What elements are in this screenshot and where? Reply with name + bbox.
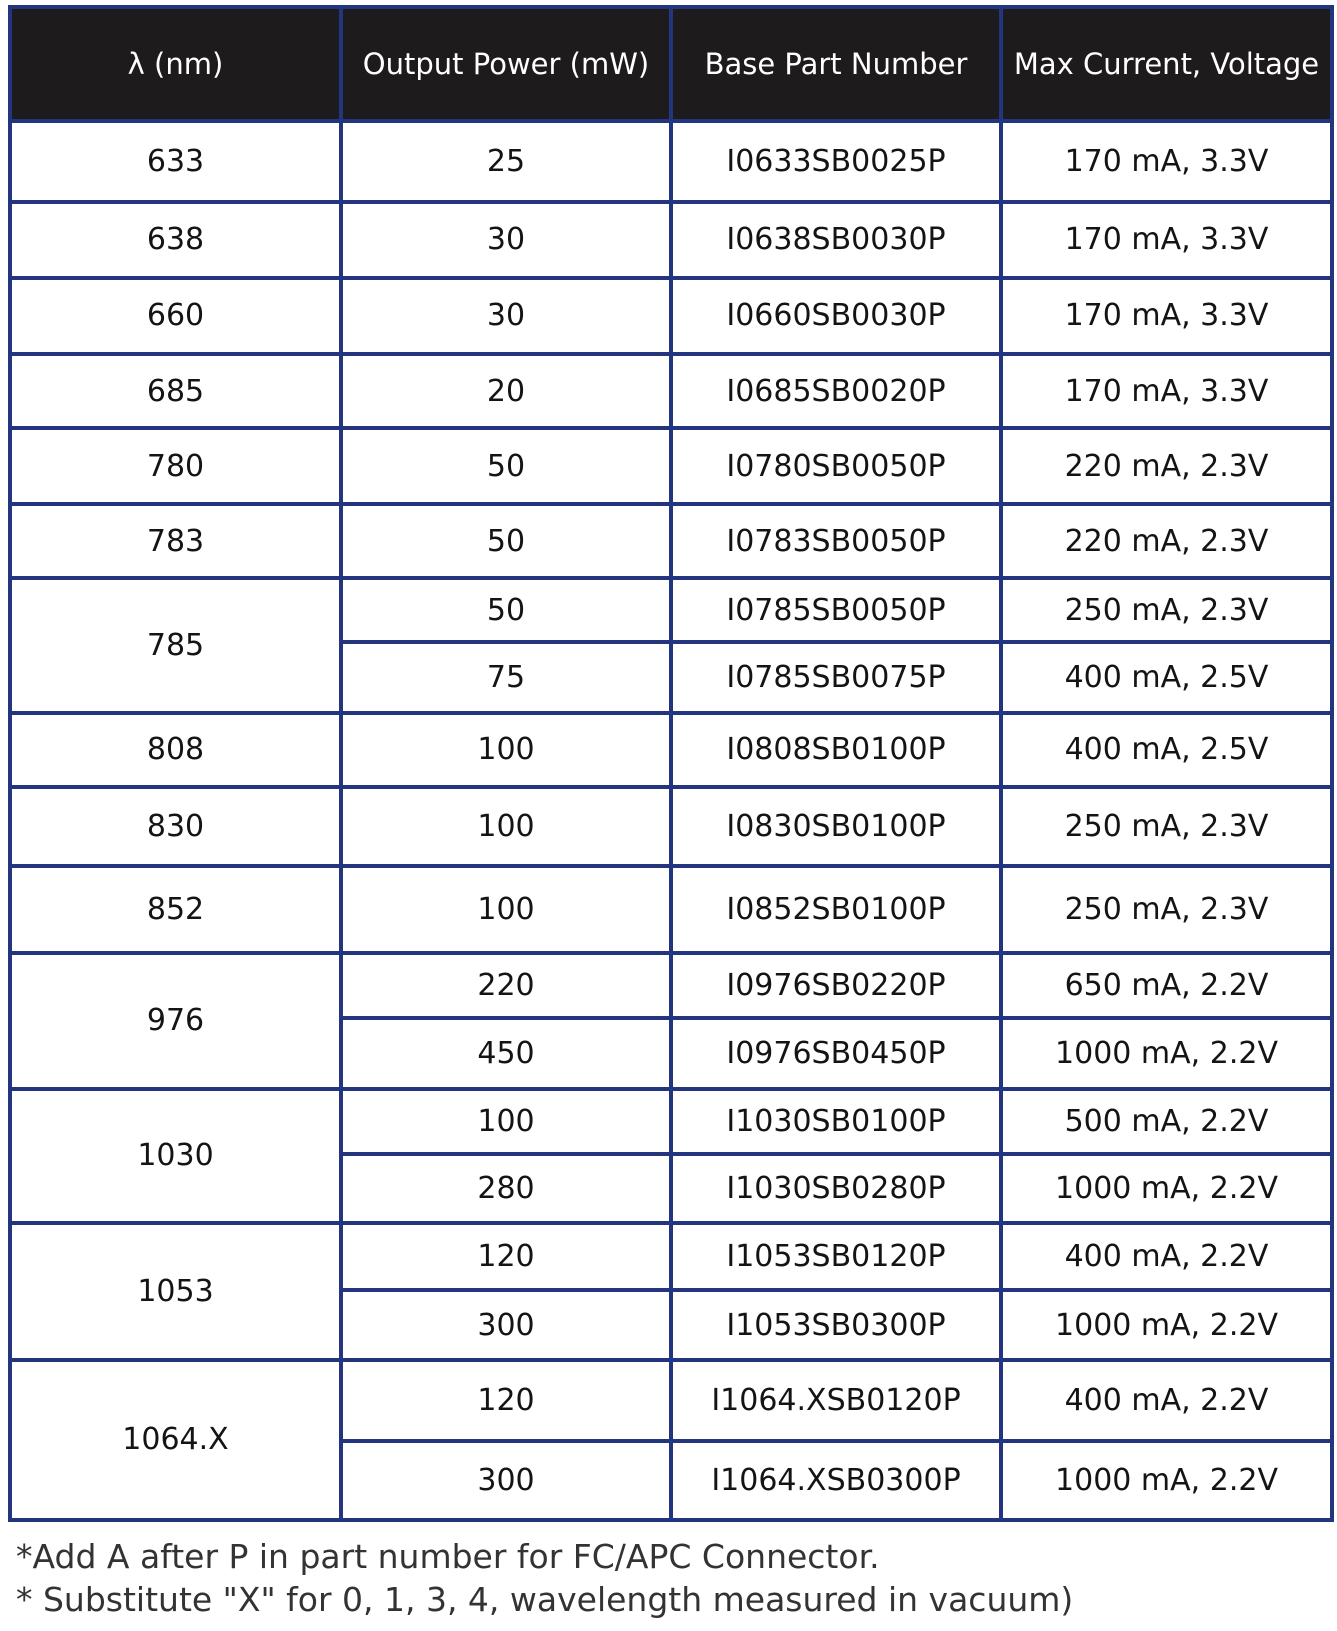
table-row [10,1089,1332,1154]
cell-part-number: I1030SB0280P [671,1154,1001,1223]
table-row [10,202,1332,278]
cell-part-number: I1064.XSB0120P [671,1360,1001,1441]
table-row [10,866,1332,953]
cell-max-current-voltage: 170 mA, 3.3V [1001,121,1332,202]
header-base-part-number: Base Part Number [671,7,1001,121]
header-output-power: Output Power (mW) [341,7,671,121]
cell-part-number: I0785SB0075P [671,642,1001,713]
cell-output-power: 280 [341,1154,671,1223]
laser-spec-table [8,5,1334,1522]
cell-output-power: 30 [341,278,671,354]
cell-output-power: 25 [341,121,671,202]
cell-part-number: I0685SB0020P [671,354,1001,429]
cell-wavelength: 1053 [10,1223,341,1360]
cell-output-power: 20 [341,354,671,429]
table-row [10,278,1332,354]
cell-wavelength: 1064.X [10,1360,341,1520]
cell-max-current-voltage: 500 mA, 2.2V [1001,1089,1332,1154]
cell-part-number: I0638SB0030P [671,202,1001,278]
cell-max-current-voltage: 250 mA, 2.3V [1001,578,1332,642]
cell-output-power: 100 [341,866,671,953]
cell-part-number: I0852SB0100P [671,866,1001,953]
cell-output-power: 300 [341,1441,671,1520]
cell-wavelength: 633 [10,121,341,202]
cell-wavelength: 780 [10,428,341,504]
cell-part-number: I0808SB0100P [671,713,1001,787]
table-row [10,121,1332,202]
cell-output-power: 100 [341,787,671,866]
header-wavelength: λ (nm) [10,7,341,121]
cell-max-current-voltage: 400 mA, 2.5V [1001,642,1332,713]
cell-wavelength: 638 [10,202,341,278]
cell-part-number: I0976SB0220P [671,953,1001,1018]
cell-max-current-voltage: 170 mA, 3.3V [1001,354,1332,429]
table-row [10,713,1332,787]
cell-part-number: I0660SB0030P [671,278,1001,354]
cell-wavelength: 685 [10,354,341,429]
table-header-row [10,7,1332,121]
cell-part-number: I0785SB0050P [671,578,1001,642]
cell-max-current-voltage: 250 mA, 2.3V [1001,866,1332,953]
cell-output-power: 50 [341,428,671,504]
table-row [10,504,1332,578]
cell-part-number: I0633SB0025P [671,121,1001,202]
table-body [10,121,1332,1520]
cell-wavelength: 660 [10,278,341,354]
footnote-substitute: * Substitute "X" for 0, 1, 3, 4, wavelength measured in vacuum) [16,1580,1074,1619]
table-row [10,953,1332,1018]
table-row [10,1223,1332,1291]
cell-max-current-voltage: 170 mA, 3.3V [1001,202,1332,278]
cell-max-current-voltage: 400 mA, 2.2V [1001,1223,1332,1291]
cell-part-number: I0783SB0050P [671,504,1001,578]
cell-max-current-voltage: 400 mA, 2.2V [1001,1360,1332,1441]
table-row [10,1360,1332,1441]
cell-wavelength: 830 [10,787,341,866]
cell-wavelength: 785 [10,578,341,713]
cell-max-current-voltage: 250 mA, 2.3V [1001,787,1332,866]
cell-part-number: I1030SB0100P [671,1089,1001,1154]
cell-part-number: I1053SB0300P [671,1290,1001,1360]
cell-output-power: 50 [341,504,671,578]
cell-output-power: 50 [341,578,671,642]
cell-wavelength: 976 [10,953,341,1089]
table-row [10,354,1332,429]
cell-max-current-voltage: 1000 mA, 2.2V [1001,1441,1332,1520]
table-row [10,578,1332,642]
header-max-current-voltage: Max Current, Voltage [1001,7,1332,121]
cell-wavelength: 852 [10,866,341,953]
cell-output-power: 450 [341,1018,671,1089]
cell-max-current-voltage: 1000 mA, 2.2V [1001,1018,1332,1089]
cell-max-current-voltage: 220 mA, 2.3V [1001,504,1332,578]
cell-part-number: I0780SB0050P [671,428,1001,504]
cell-max-current-voltage: 650 mA, 2.2V [1001,953,1332,1018]
cell-part-number: I1053SB0120P [671,1223,1001,1291]
cell-output-power: 220 [341,953,671,1018]
cell-output-power: 300 [341,1290,671,1360]
cell-part-number: I0830SB0100P [671,787,1001,866]
cell-output-power: 120 [341,1360,671,1441]
cell-output-power: 75 [341,642,671,713]
table-row [10,428,1332,504]
cell-output-power: 30 [341,202,671,278]
cell-max-current-voltage: 220 mA, 2.3V [1001,428,1332,504]
cell-wavelength: 1030 [10,1089,341,1223]
cell-max-current-voltage: 1000 mA, 2.2V [1001,1154,1332,1223]
footnote-connector: *Add A after P in part number for FC/APC Connector. [16,1537,880,1576]
cell-max-current-voltage: 1000 mA, 2.2V [1001,1290,1332,1360]
cell-part-number: I0976SB0450P [671,1018,1001,1089]
cell-wavelength: 808 [10,713,341,787]
cell-output-power: 120 [341,1223,671,1291]
cell-max-current-voltage: 400 mA, 2.5V [1001,713,1332,787]
cell-output-power: 100 [341,1089,671,1154]
cell-wavelength: 783 [10,504,341,578]
table-row [10,787,1332,866]
cell-max-current-voltage: 170 mA, 3.3V [1001,278,1332,354]
cell-part-number: I1064.XSB0300P [671,1441,1001,1520]
cell-output-power: 100 [341,713,671,787]
